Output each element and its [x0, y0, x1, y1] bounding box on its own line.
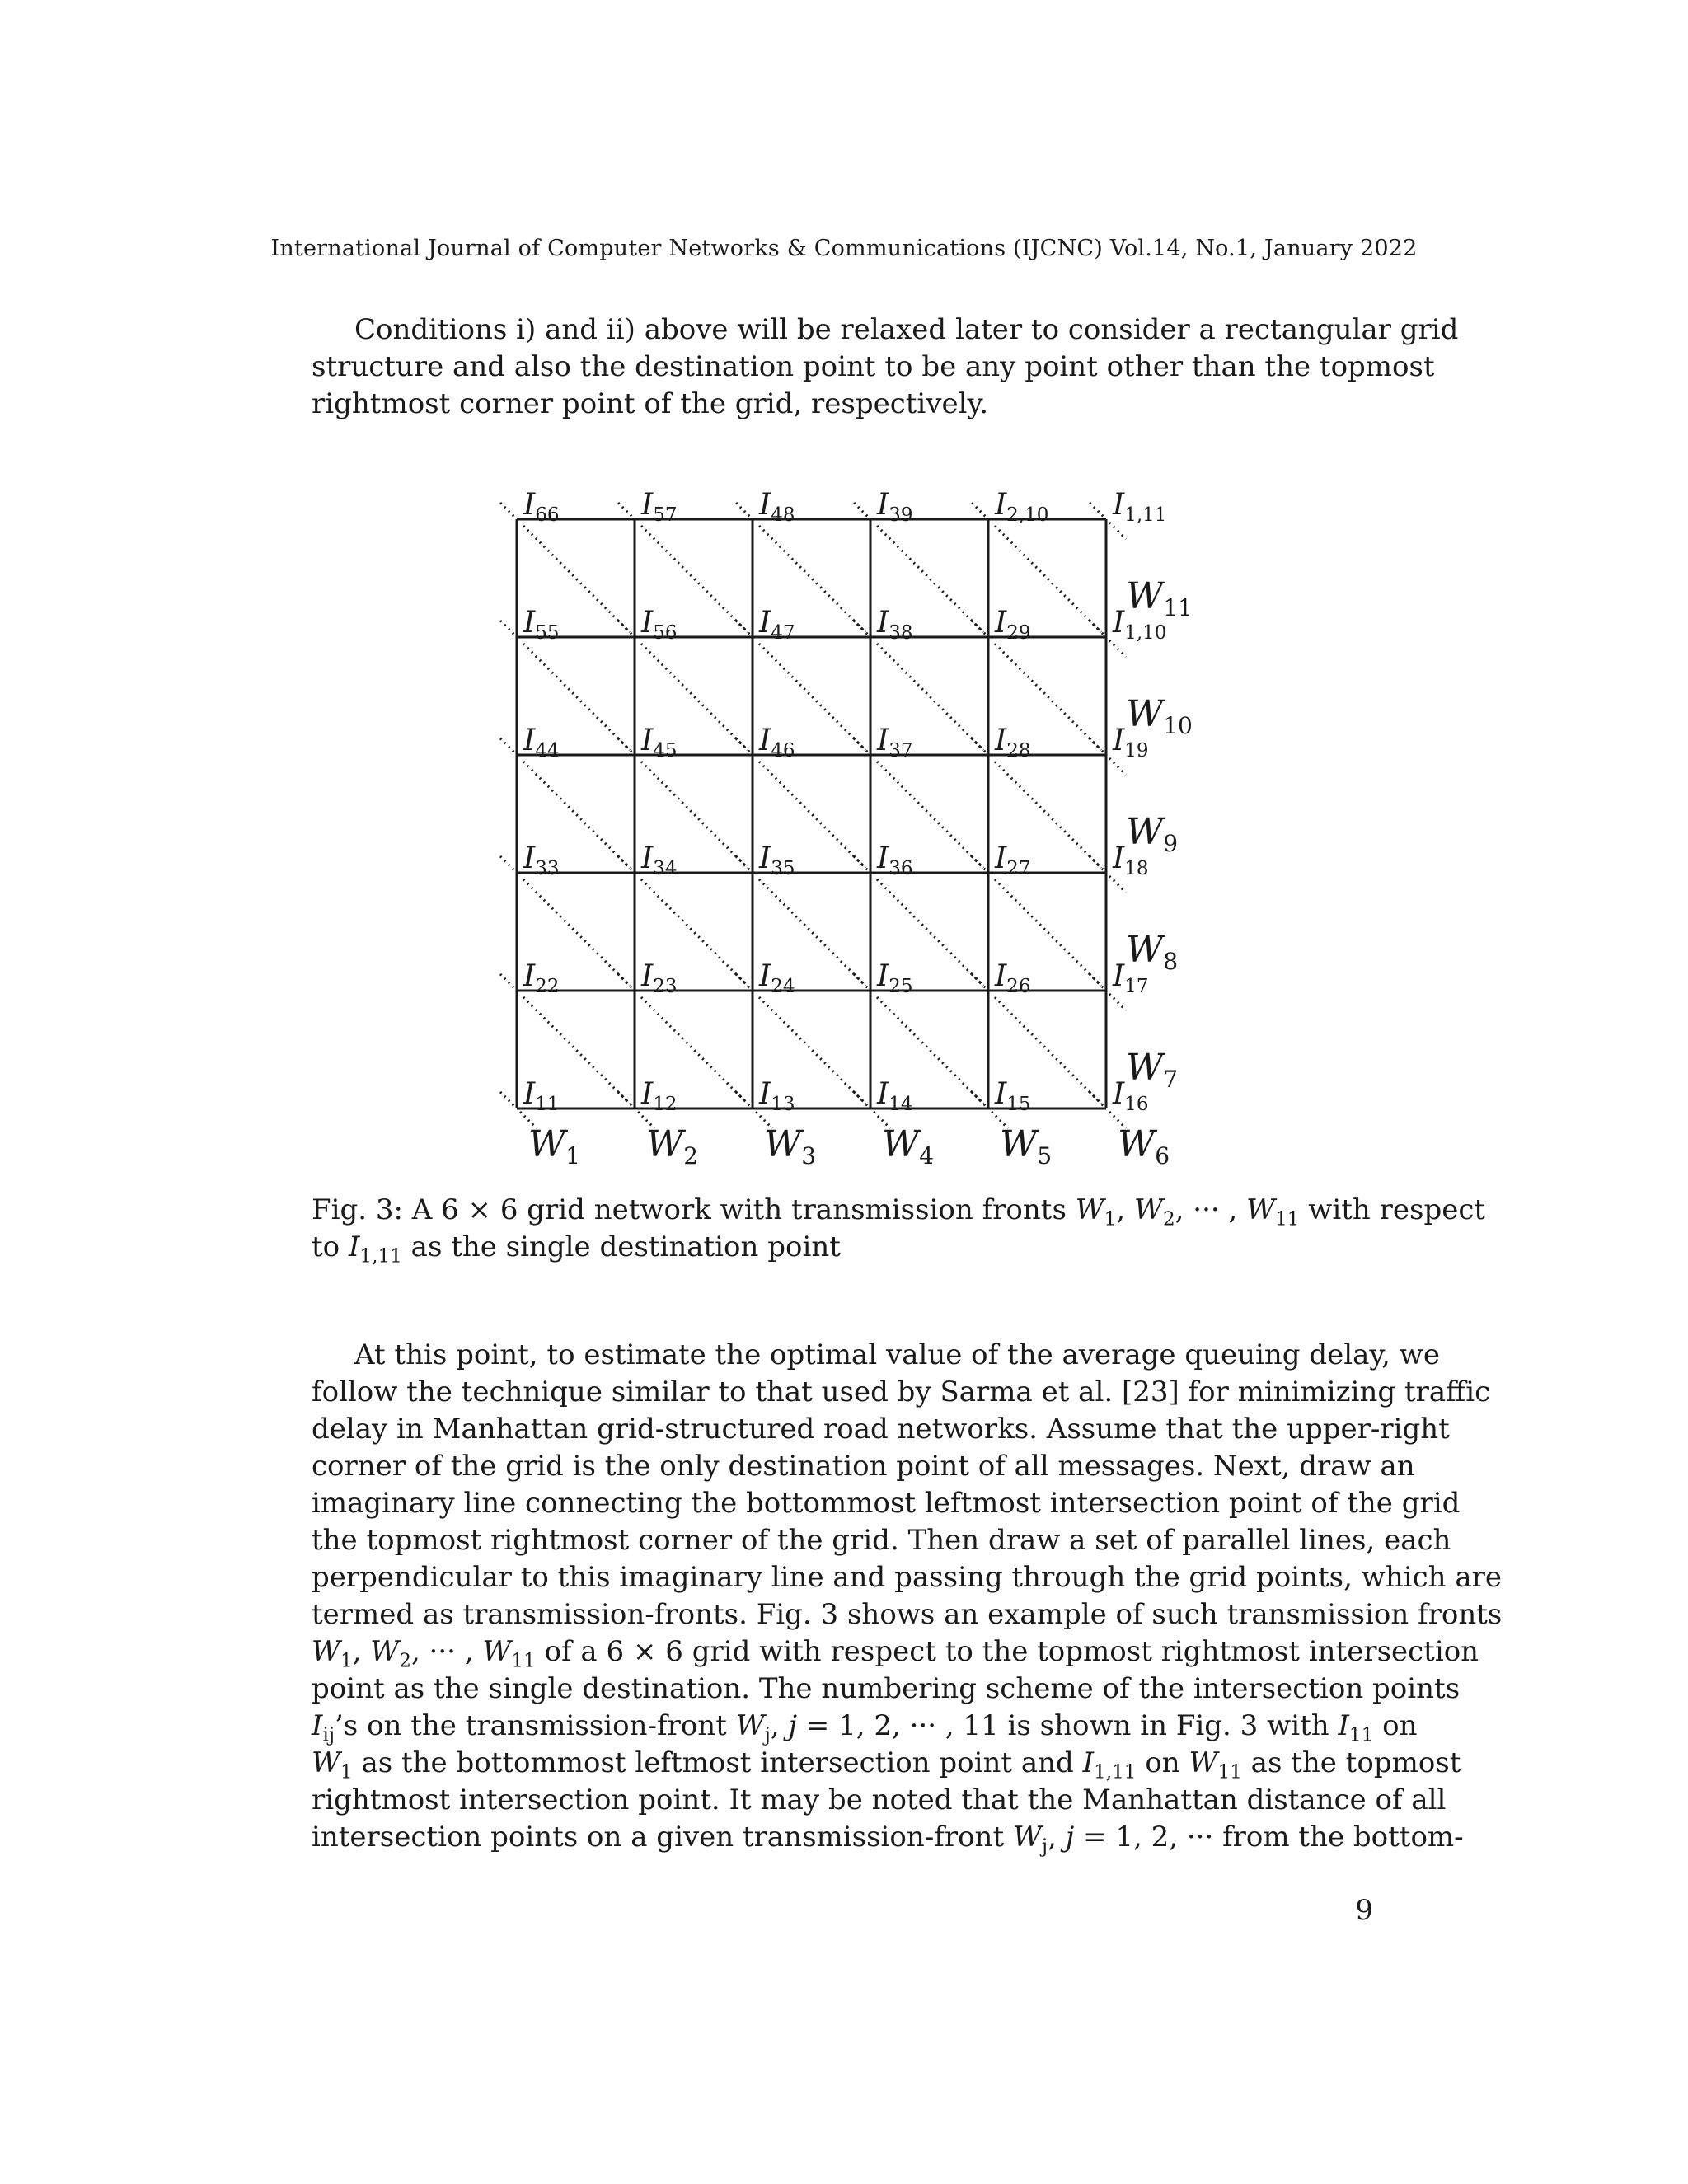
- front-label: $W_3$: [764, 1123, 817, 1169]
- node-label: $I_{17}$: [1113, 959, 1149, 997]
- front-stub: [618, 503, 633, 518]
- node-label: $I_{45}$: [641, 724, 678, 762]
- paragraph-line: perpendicular to this imaginary line and passing through the grid points, which are: [312, 1561, 1502, 1594]
- front-diagonal: [759, 526, 865, 632]
- front-diagonal: [995, 644, 1101, 750]
- node-label: $I_{47}$: [759, 606, 795, 644]
- front-label: $W_{11}$: [1126, 575, 1193, 621]
- front-label: $W_5$: [1000, 1123, 1053, 1169]
- node-label: $I_{57}$: [641, 488, 678, 526]
- front-diagonal: [877, 879, 983, 986]
- node-label: $I_{19}$: [1113, 724, 1149, 762]
- node-label: $I_{56}$: [641, 606, 678, 644]
- node-label: $I_{1,11}$: [1113, 488, 1167, 526]
- node-label: $I_{2,10}$: [995, 488, 1049, 526]
- page-number: 9: [1355, 1894, 1373, 1927]
- paragraph-line: imaginary line connecting the bottommost leftmost intersection point of the grid: [312, 1487, 1461, 1520]
- node-label: $I_{27}$: [995, 841, 1031, 879]
- node-label: $I_{48}$: [759, 488, 795, 526]
- front-stub: [500, 1092, 515, 1107]
- front-stub: [1109, 523, 1126, 539]
- front-diagonal: [523, 644, 630, 750]
- front-label: $W_1$: [528, 1123, 581, 1169]
- node-label: $I_{35}$: [759, 841, 795, 879]
- front-diagonal: [995, 879, 1101, 986]
- node-label: $I_{12}$: [641, 1077, 678, 1115]
- node-label: $I_{36}$: [877, 841, 913, 879]
- front-diagonal: [877, 644, 983, 750]
- front-label: $W_4$: [882, 1123, 935, 1169]
- front-diagonal: [641, 997, 748, 1104]
- node-label: $I_{24}$: [759, 959, 795, 997]
- node-label: $I_{15}$: [995, 1077, 1031, 1115]
- front-diagonal: [759, 879, 865, 986]
- paragraph-line: Conditions i) and ii) above will be relaxed later to consider a rectangular grid: [354, 313, 1459, 346]
- paragraph-line: $I_{ij}’s$ on the transmission-front $W_j$, j = 1, 2, ··· , 11 is shown in Fig. 3 with $I_{11}$ on: [312, 1709, 1418, 1746]
- node-labels: [523, 488, 1166, 1115]
- front-diagonal: [641, 526, 748, 632]
- node-label: $I_{33}$: [523, 841, 560, 879]
- node-label: $I_{23}$: [641, 959, 678, 997]
- front-stub: [1109, 876, 1126, 893]
- node-label: $I_{14}$: [877, 1077, 913, 1115]
- paragraph-line: intersection points on a given transmission-front $W_j$, j = 1, 2, ··· from the bottom-: [312, 1821, 1464, 1858]
- front-diagonal: [995, 526, 1101, 632]
- front-diagonal: [641, 879, 748, 986]
- front-diagonal: [759, 644, 865, 750]
- front-stub: [500, 503, 515, 518]
- node-label: $I_{16}$: [1113, 1077, 1149, 1115]
- paragraph-transmission-fronts: [312, 1337, 1503, 1858]
- front-diagonal: [877, 997, 983, 1104]
- transmission-front-diagonals: [500, 503, 1126, 1128]
- front-diagonal: [641, 644, 748, 750]
- node-label: $I_{39}$: [877, 488, 913, 526]
- node-label: $I_{34}$: [641, 841, 678, 879]
- node-label: $I_{11}$: [523, 1077, 560, 1115]
- paragraph-line: the topmost rightmost corner of the grid. Then draw a set of parallel lines, each: [312, 1524, 1451, 1557]
- front-stub: [500, 738, 515, 753]
- node-label: $I_{44}$: [523, 724, 560, 762]
- paragraph-line: termed as transmission-fronts. Fig. 3 shows an example of such transmission fronts: [312, 1598, 1503, 1631]
- front-diagonal: [877, 526, 983, 632]
- paragraph-line: point as the single destination. The numbering scheme of the intersection points: [312, 1672, 1461, 1705]
- front-label: $W_6$: [1118, 1123, 1170, 1169]
- node-label: $I_{66}$: [523, 488, 560, 526]
- node-label: $I_{18}$: [1113, 841, 1149, 879]
- paragraph-line: At this point, to estimate the optimal value of the average queuing delay, we: [354, 1338, 1440, 1371]
- paragraph-line: follow the technique similar to that used by Sarma et al. [23] for minimizing traffic: [312, 1376, 1491, 1408]
- front-stub: [1109, 758, 1126, 775]
- node-label: $I_{13}$: [759, 1077, 795, 1115]
- node-label: $I_{26}$: [995, 959, 1031, 997]
- node-label: $I_{29}$: [995, 606, 1031, 644]
- front-stub: [972, 503, 987, 518]
- paragraph-line: structure and also the destination point to be any point other than the topmost: [312, 350, 1435, 383]
- front-stub: [500, 856, 515, 871]
- node-label: $I_{25}$: [877, 959, 913, 997]
- front-label: $W_8$: [1126, 929, 1179, 975]
- front-diagonal: [523, 762, 630, 868]
- paragraph-line: rightmost intersection point. It may be noted that the Manhattan distance of all: [312, 1783, 1447, 1816]
- front-stub: [1090, 503, 1104, 518]
- node-label: $I_{1,10}$: [1113, 606, 1167, 644]
- front-label: $W_2$: [646, 1123, 699, 1169]
- front-stub: [500, 974, 515, 989]
- front-label: $W_9$: [1126, 811, 1179, 857]
- front-diagonal: [523, 997, 630, 1104]
- caption-line: to $I_{1,11}$ as the single destination point: [312, 1230, 841, 1268]
- node-label: $I_{22}$: [523, 959, 560, 997]
- front-diagonal: [759, 997, 865, 1104]
- front-diagonal: [877, 762, 983, 868]
- front-stub: [854, 503, 869, 518]
- node-label: $I_{55}$: [523, 606, 560, 644]
- front-label: $W_{10}$: [1126, 693, 1193, 739]
- front-diagonal: [641, 762, 748, 868]
- paragraph-line: $W_1$ as the bottommost leftmost intersection point and $I_{1,11}$ on $W_{11}$ as the topmost: [312, 1746, 1461, 1783]
- front-stub: [1109, 994, 1126, 1010]
- front-diagonal: [995, 997, 1101, 1104]
- paragraph-line: corner of the grid is the only destination point of all messages. Next, draw an: [312, 1450, 1415, 1483]
- paragraph-line: rightmost corner point of the grid, respectively.: [312, 387, 989, 420]
- paragraph-line: delay in Manhattan grid-structured road networks. Assume that the upper-right: [312, 1413, 1450, 1446]
- front-stub: [500, 621, 515, 635]
- paragraph-line: $W_1$, $W_2$, ··· , $W_{11}$ of a 6 × 6 grid with respect to the topmost rightmost intersection: [312, 1635, 1479, 1672]
- node-label: $I_{38}$: [877, 606, 913, 644]
- front-label: $W_7$: [1126, 1047, 1179, 1093]
- caption-line: Fig. 3: A 6 × 6 grid network with transmission fronts $W_1$, $W_2$, ··· , $W_{11}$ with respect: [312, 1193, 1486, 1230]
- node-label: $I_{28}$: [995, 724, 1031, 762]
- front-diagonal: [523, 879, 630, 986]
- figure-caption: [312, 1192, 1486, 1268]
- running-header: International Journal of Computer Networks & Communications (IJCNC) Vol.14, No.1, January 2022: [270, 236, 1418, 261]
- front-stub: [736, 503, 751, 518]
- front-diagonal: [759, 762, 865, 868]
- front-diagonal: [995, 762, 1101, 868]
- node-label: $I_{37}$: [877, 724, 913, 762]
- front-diagonal: [523, 526, 630, 632]
- front-stub: [1109, 640, 1126, 657]
- node-label: $I_{46}$: [759, 724, 795, 762]
